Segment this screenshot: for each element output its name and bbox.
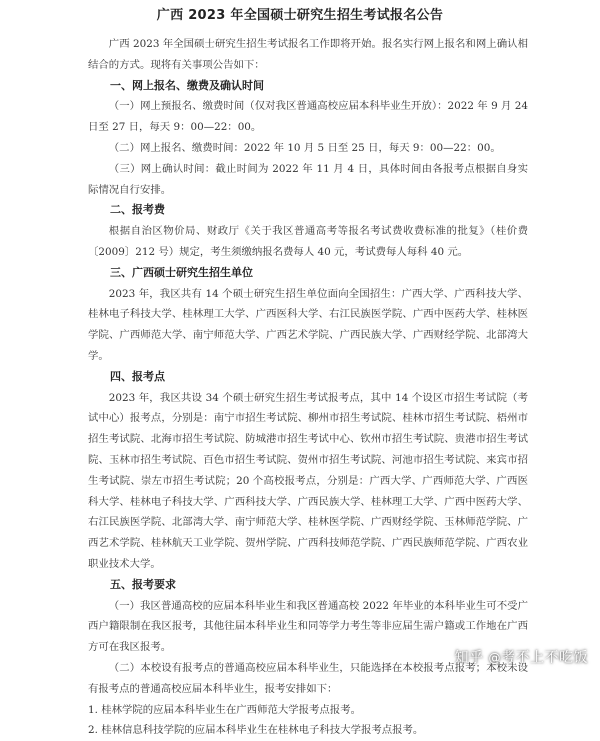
section-heading-institutions: 三、广西硕士研究生招生单位 bbox=[110, 265, 253, 279]
section-heading-requirements: 五、报考要求 bbox=[110, 577, 176, 591]
watermark-user: 考不上不吃饭 bbox=[501, 650, 588, 666]
page-title: 广西 2023 年全国硕士研究生招生考试报名公告 bbox=[156, 8, 444, 23]
watermark-site: 知乎 bbox=[454, 650, 484, 666]
paragraph-requirement-2: （二）本校设有报考点的普通高校应届本科毕业生，只能选择在本校报考点报考；本校未设有报考点的普通高校应届本科毕业生，报考安排如下： bbox=[88, 661, 528, 695]
paragraph-pre-registration: （一）网上预报名、缴费时间（仅对我区普通高校应届本科毕业生开放）：2022 年 9 月 24 日至 27 日，每天 9：00—22：00。 bbox=[88, 100, 528, 134]
list-item: 1. 桂林学院的应届本科毕业生在广西师范大学报考点报考。 bbox=[88, 703, 361, 716]
section-heading-exam-sites: 四、报考点 bbox=[110, 369, 165, 383]
paragraph-exam-sites: 2023 年，我区共设 34 个硕士研究生招生考试报考点，其中 14 个设区市招生考试院（考试中心）报考点，分别是：南宁市招生考试院、柳州市招生考试院、桂林市招生考试院、梧州市招生考试院、北海市招生考试院、防城港市招生考试中心、钦州市招生考试院、贵港市招生考试院、玉林市招生考试院、百色市招生考试院、贺州市招生考试院、河池市招生考试院、来宾市招生考试院、崇左市招生考试院；20 个高校报考点，分别是：广西大学、广西师范大学、广西医科大学、桂林电子科技大学、广西科技大学、广西民族大学、桂林理工大学、广西中医药大学、右江民族医学院、北部湾大学、南宁师范大学、桂林医学院、广西财经学院、玉林师范学院、广西艺术学院、桂林航天工业学院、贺州学院、广西科技师范学院、广西民族师范学院、广西农业职业技术大学。 bbox=[88, 391, 528, 570]
paragraph-requirement-1: （一）我区普通高校的应届本科毕业生和我区普通高校 2022 年毕业的本科毕业生可不受广西户籍限制在我区报考，其他往届本科毕业生和同等学力考生等非应届生需户籍或工作地在广西方可在我区报考。 bbox=[88, 599, 528, 654]
paragraph-confirmation: （三）网上确认时间：截止时间为 2022 年 11 月 4 日，具体时间由各报考点根据自身实际情况自行安排。 bbox=[88, 162, 528, 196]
paragraph-institutions: 2023 年，我区共有 14 个硕士研究生招生单位面向全国招生：广西大学、广西科技大学、桂林电子科技大学、桂林理工大学、广西医科大学、右江民族医学院、广西中医药大学、桂林医学院、广西师范大学、南宁师范大学、广西艺术学院、广西民族大学、广西财经学院、北部湾大学。 bbox=[88, 287, 528, 362]
section-heading-registration-time: 一、网上报名、缴费及确认时间 bbox=[110, 78, 264, 92]
watermark-at: @ bbox=[488, 651, 501, 665]
intro-paragraph: 广西 2023 年全国硕士研究生招生考试报名工作即将开始。报名实行网上报名和网上确认相结合的方式。现将有关事项公告如下： bbox=[88, 38, 528, 71]
section-heading-fees: 二、报考费 bbox=[110, 203, 165, 217]
list-item: 2. 桂林信息科技学院的应届本科毕业生在桂林电子科技大学报考点报考。 bbox=[88, 724, 424, 737]
paragraph-registration: （二）网上报名、缴费时间：2022 年 10 月 5 日至 25 日，每天 9：00—22：00。 bbox=[108, 141, 501, 154]
zhihu-watermark bbox=[455, 647, 588, 667]
announcement-body bbox=[88, 34, 528, 741]
paragraph-fees: 根据自治区物价局、财政厅《关于我区普通高考等报名考试费收费标准的批复》（桂价费〔2009〕212 号）规定，考生须缴纳报名费每人 40 元，考试费每人每科 40 元。 bbox=[88, 225, 528, 258]
